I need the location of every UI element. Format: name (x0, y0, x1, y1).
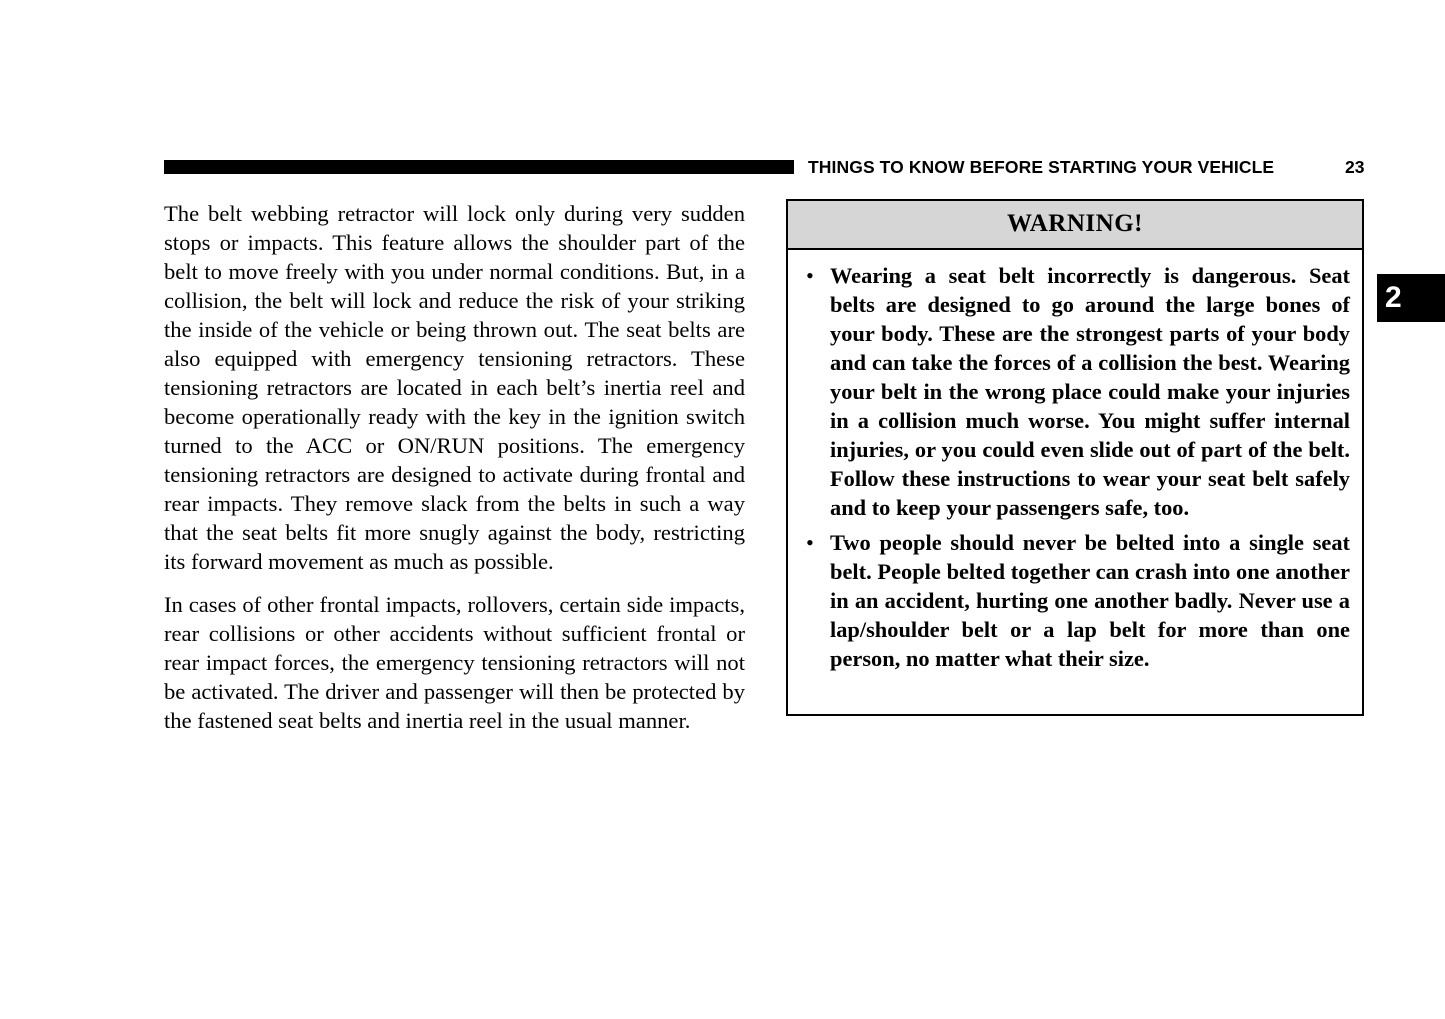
warning-box (786, 199, 1364, 716)
chapter-tab: 2 (1377, 274, 1445, 322)
warning-title: WARNING! (788, 201, 1362, 250)
warning-list (788, 250, 1362, 673)
body-text-column (164, 199, 745, 749)
warning-item-text: Two people should never be belted into a single seat belt. People belted together can crash into one another in an accident, hurting one another badly. Never use a lap/shoulder belt or a lap belt for more than one person, no matter what their size. (830, 530, 1350, 671)
warning-item (806, 261, 1350, 522)
page-number: 23 (1345, 157, 1365, 177)
body-paragraph: The belt webbing retractor will lock only during very sudden stops or impacts. This feature allows the shoulder part of the belt to move freely with you under normal conditions. But, in a collision, the belt will lock and reduce the risk of your striking the inside of the vehicle or being thrown out. The seat belts are also equipped with emergency tensioning retractors. These tensioning retractors are located in each belt’s inertia reel and become operationally ready with the key in the ignition switch turned to the ACC or ON/RUN positions. The emergency tensioning retractors are designed to activate during frontal and rear impacts. They remove slack from the belts in such a way that the seat belts fit more snugly against the body, restricting its forward movement as much as possible. (164, 201, 745, 574)
running-header-title: THINGS TO KNOW BEFORE STARTING YOUR VEHICLE (808, 157, 1275, 177)
warning-item (806, 528, 1350, 673)
warning-item-text: Wearing a seat belt incorrectly is dangerous. Seat belts are designed to go around the large bones of your body. These are the strongest parts of your body and can take the forces of a collision the best. Wearing your belt in the wrong place could make your injuries in a collision much worse. You might suffer internal injuries, or you could even slide out of part of the belt. Follow these instructions to wear your seat belt safely and to keep your passengers safe, too. (830, 263, 1350, 520)
bullet-icon: • (806, 530, 814, 555)
header-rule (164, 160, 794, 174)
bullet-icon: • (806, 263, 814, 288)
body-paragraph: In cases of other frontal impacts, rollovers, certain side impacts, rear collisions or other accidents without sufficient frontal or rear impact forces, the emergency tensioning retractors will not be activated. The driver and passenger will then be protected by the fastened seat belts and inertia reel in the usual manner. (164, 592, 745, 733)
